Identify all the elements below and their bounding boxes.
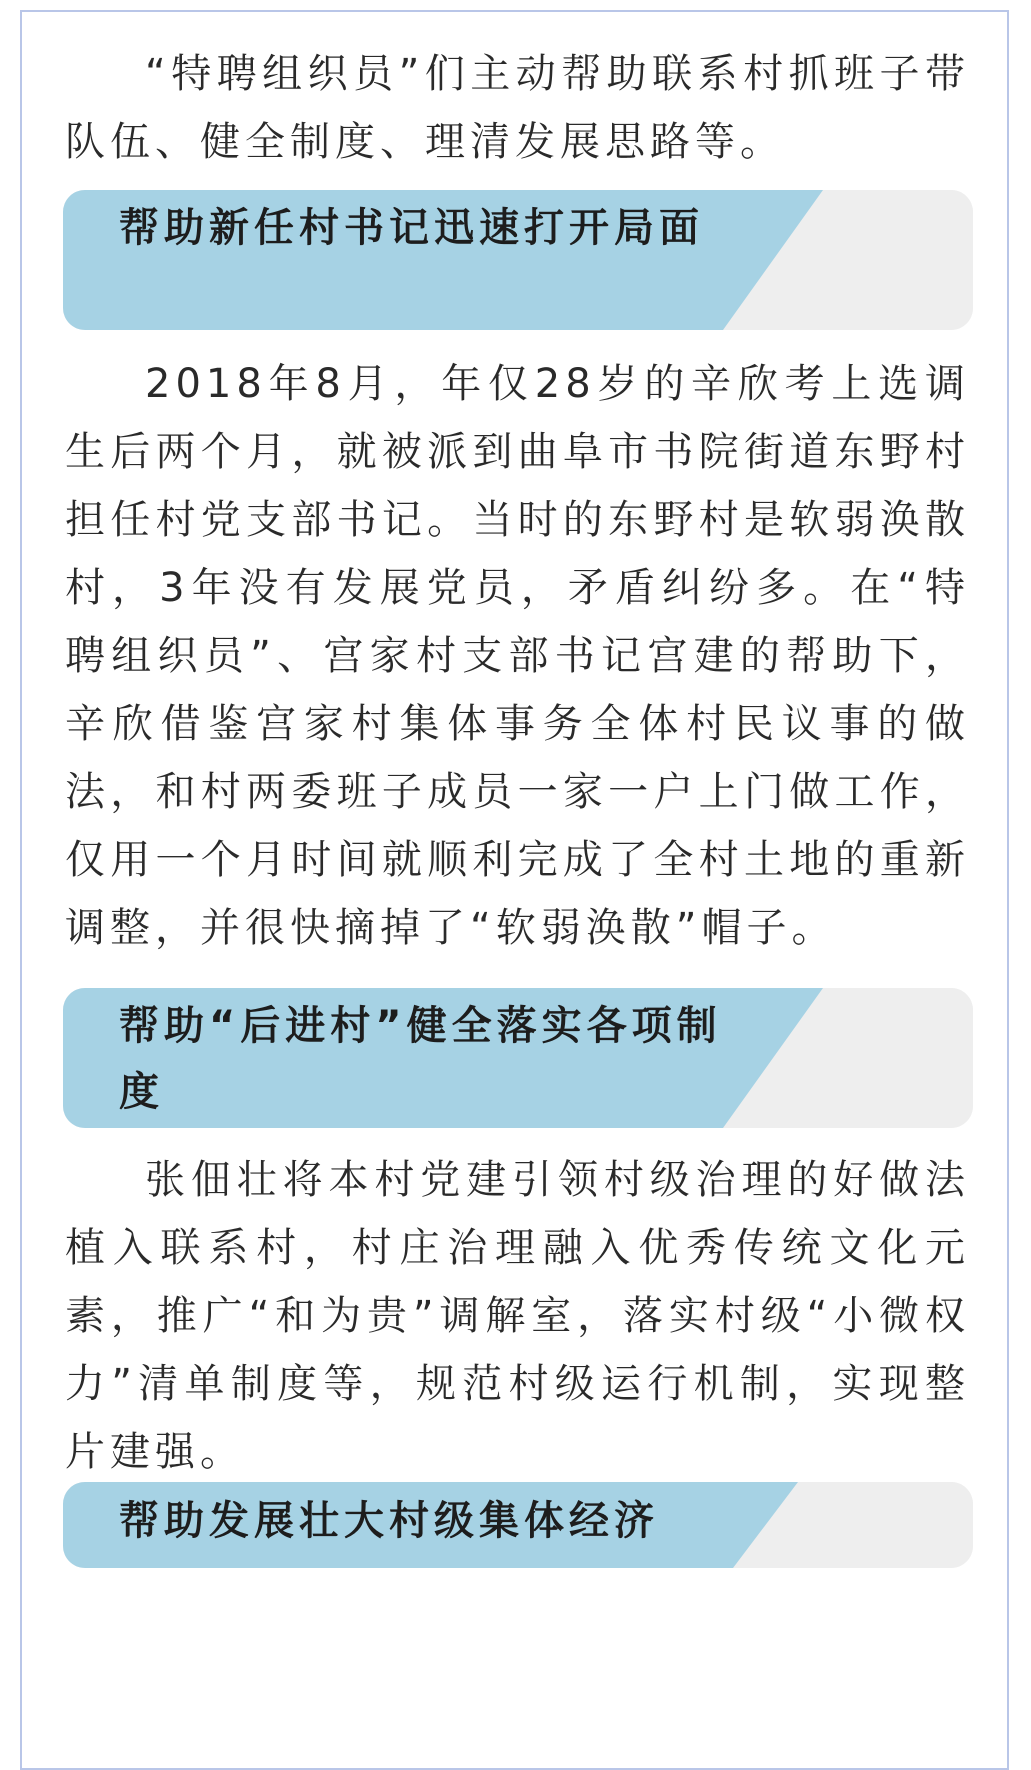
intro-paragraph: “特聘组织员”们主动帮助联系村抓班子带队伍、健全制度、理清发展思路等。 xyxy=(65,51,970,165)
section-heading-3-text: 帮助发展壮大村级集体经济 xyxy=(119,1498,659,1544)
section-heading-1 xyxy=(63,190,973,330)
section-heading-3 xyxy=(63,1482,973,1568)
section-heading-2-text: 帮助“后进村”健全落实各项制度 xyxy=(119,1003,722,1115)
section-1-paragraph: 2018年8月，年仅28岁的辛欣考上选调生后两个月，就被派到曲阜市书院街道东野村担任村党支部书记。当时的东野村是软弱涣散村，3年没有发展党员，矛盾纠纷多。在“特聘组织员”、宫家村支部书记宫建的帮助下，辛欣借鉴宫家村集体事务全体村民议事的做法，和村两委班子成员一家一户上门做工作，仅用一个月时间就顺利完成了全村土地的重新调整，并很快摘掉了“软弱涣散”帽子。 xyxy=(65,361,970,951)
section-heading-2 xyxy=(63,988,973,1128)
section-2-body xyxy=(65,1146,970,1486)
section-2-paragraph: 张佃壮将本村党建引领村级治理的好做法植入联系村，村庄治理融入优秀传统文化元素，推广“和为贵”调解室，落实村级“小微权力”清单制度等，规范村级运行机制，实现整片建强。 xyxy=(65,1157,970,1475)
section-1-body xyxy=(65,350,970,962)
intro-block xyxy=(65,40,970,176)
section-heading-1-text: 帮助新任村书记迅速打开局面 xyxy=(119,205,704,251)
